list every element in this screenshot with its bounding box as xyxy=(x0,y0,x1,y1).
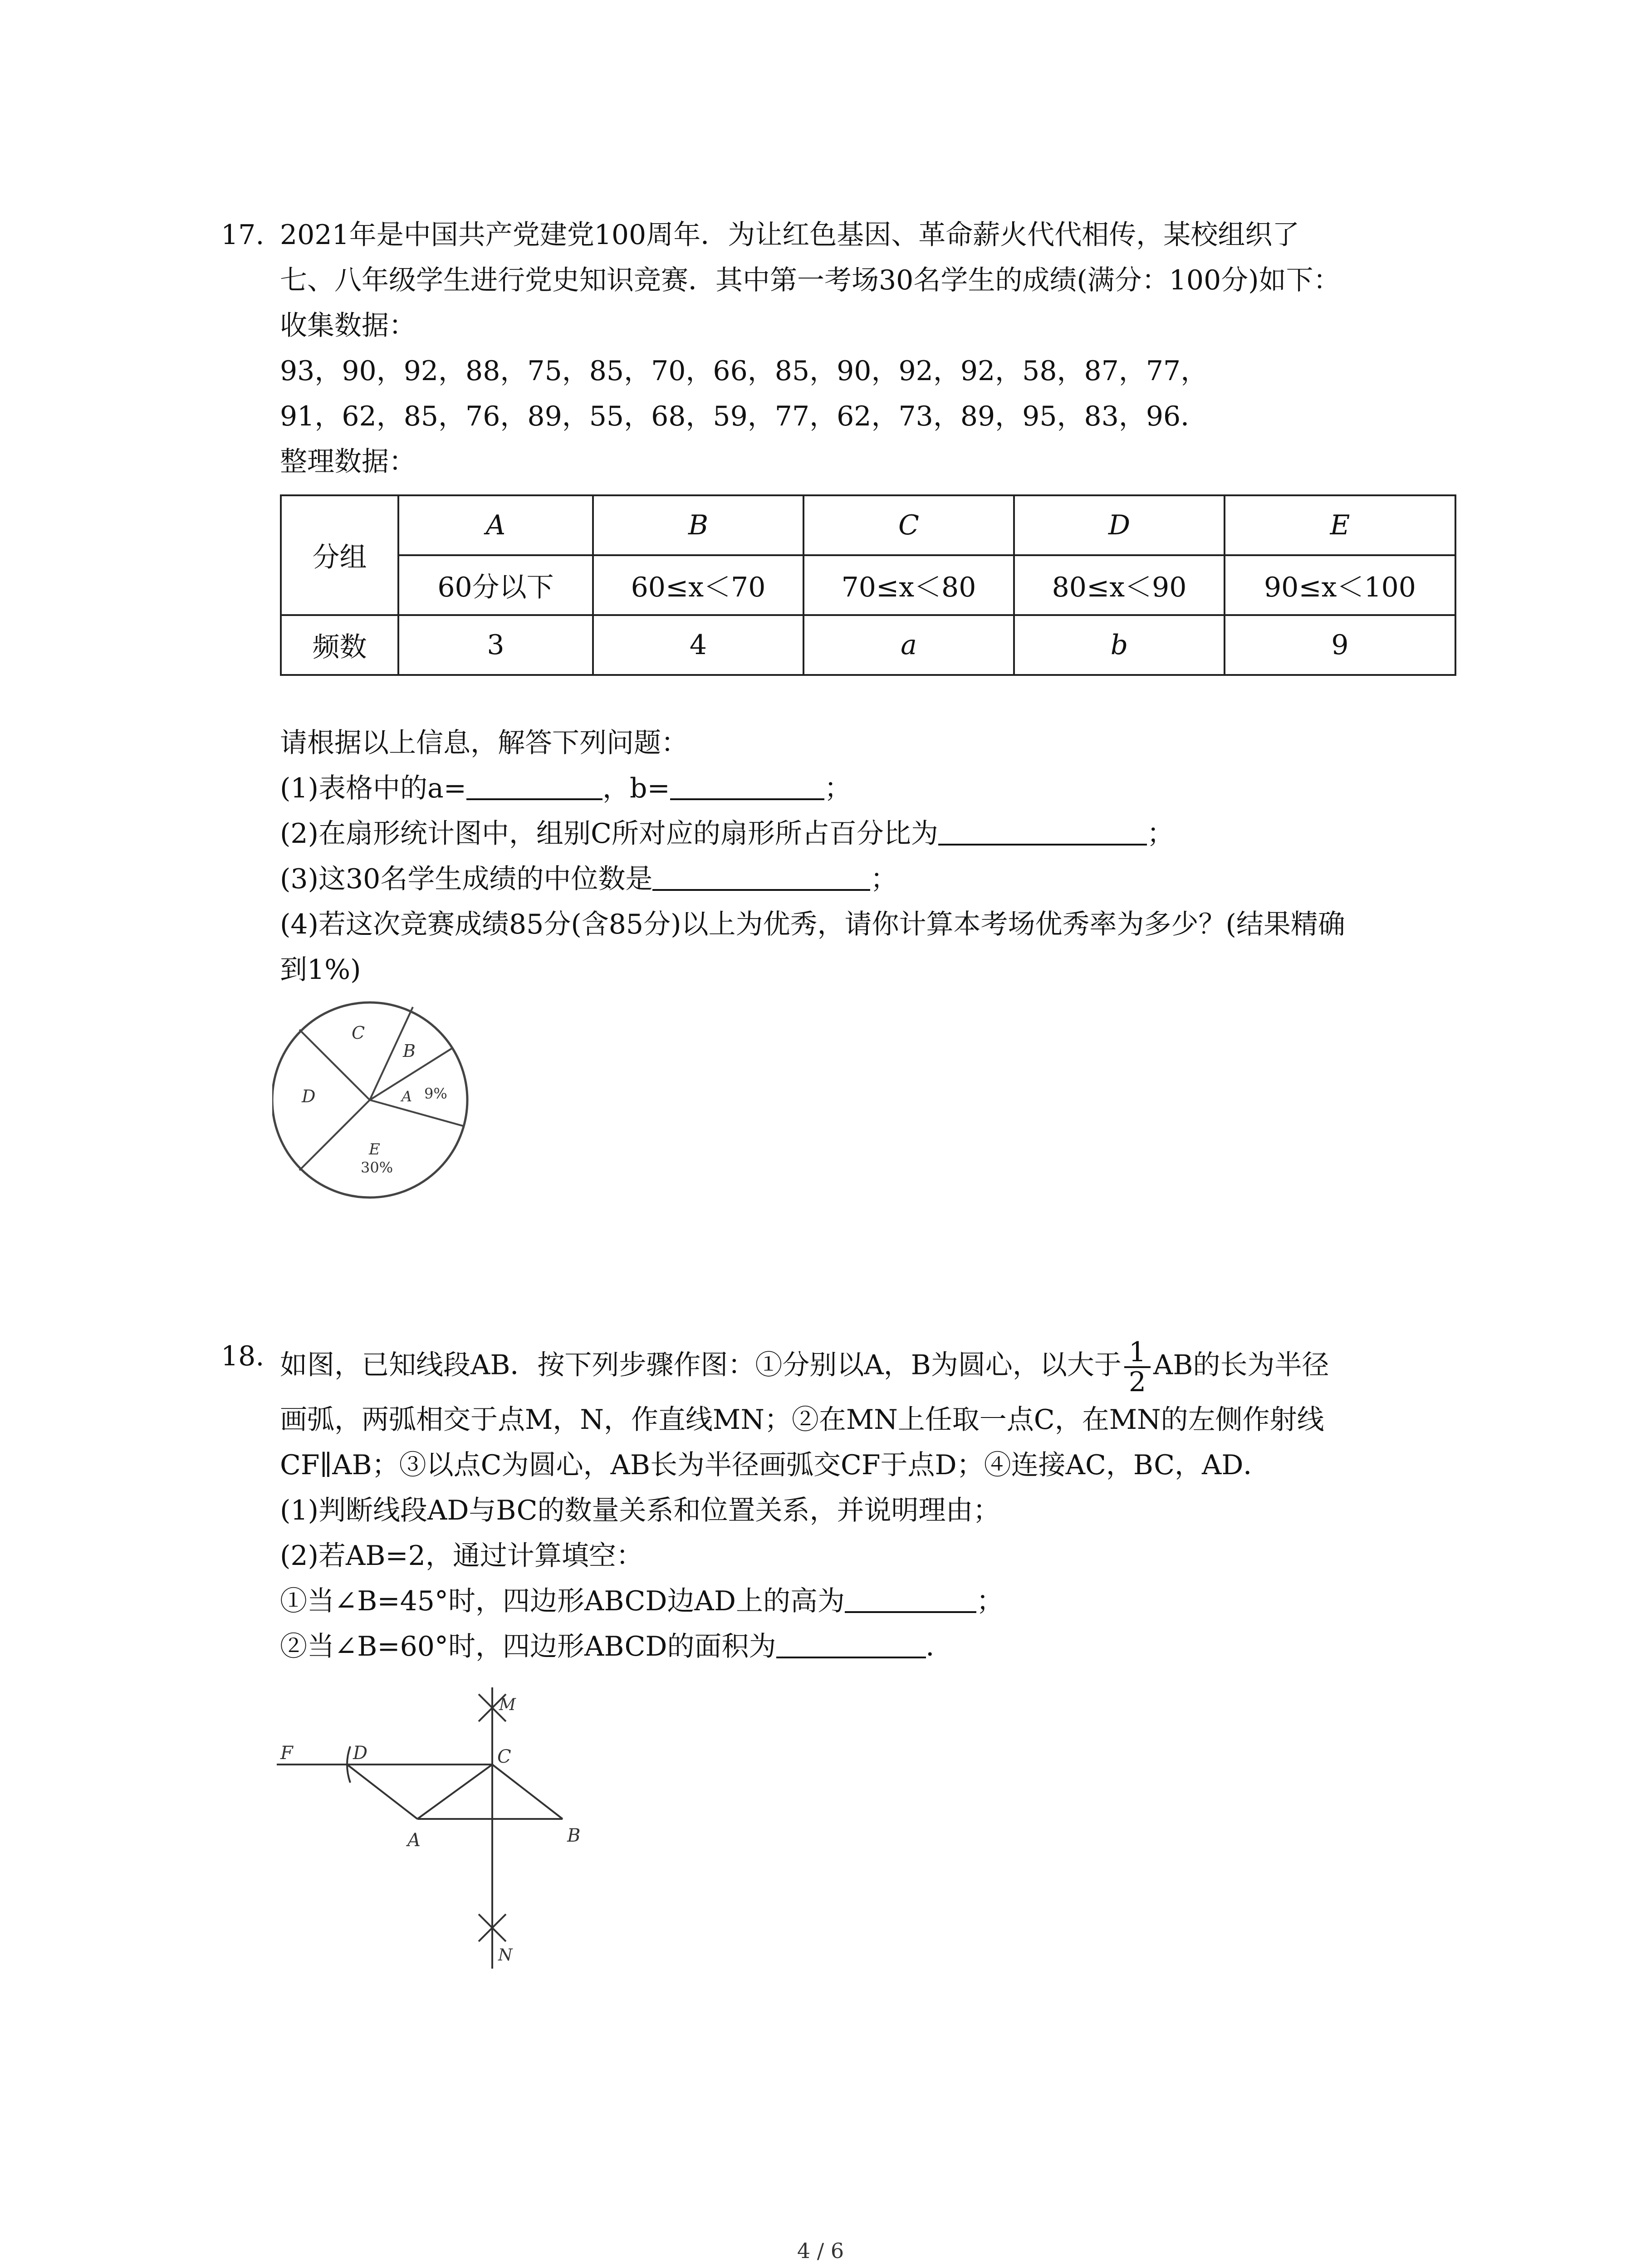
pie-label-c: C xyxy=(352,1023,365,1043)
table-range-d: 80≤x＜90 xyxy=(1014,555,1225,615)
table-group-a: A xyxy=(398,495,593,555)
q17-part3-end: ； xyxy=(870,863,898,895)
q17-line2: 七、八年级学生进行党史知识竞赛．其中第一考场30名学生的成绩(满分：100分)如下： xyxy=(280,264,1341,296)
table-range-e: 90≤x＜100 xyxy=(1225,555,1455,615)
label-d: D xyxy=(353,1743,368,1764)
q18-line6 xyxy=(280,1583,1004,1619)
q18-line7-text: ②当∠B=60°时，四边形ABCD的面积为 xyxy=(280,1631,776,1662)
q18-number: 18. xyxy=(221,1340,265,1372)
q17-line1: 2021年是中国共产党建党100周年．为让红色基因、革命薪火代代相传，某校组织了 xyxy=(280,219,1300,251)
pie-divider-ae xyxy=(370,1100,463,1126)
table-range-b: 60≤x＜70 xyxy=(593,555,803,615)
q17-part3 xyxy=(280,861,897,897)
q17-part1-end: ； xyxy=(824,772,852,804)
pie-chart-figure xyxy=(272,998,508,1207)
table-freq-c: a xyxy=(803,615,1014,675)
q17-part1-a-label: (1)表格中的a= xyxy=(280,772,467,804)
page-number: 4 / 6 xyxy=(797,2239,844,2263)
label-f: F xyxy=(280,1743,293,1764)
table-header-group: 分组 xyxy=(281,495,398,615)
q17-part2 xyxy=(280,816,1174,852)
answer-blank-area[interactable] xyxy=(776,1628,926,1658)
label-n: N xyxy=(498,1946,513,1965)
q18-line4: (1)判断线段AD与BC的数量关系和位置关系，并说明理由； xyxy=(280,1495,1000,1526)
answer-blank-b[interactable] xyxy=(670,770,824,800)
table-group-e: E xyxy=(1225,495,1455,555)
q18-line2: 画弧，两弧相交于点M，N，作直线MN；②在MN上任取一点C，在MN的左侧作射线 xyxy=(280,1404,1324,1436)
label-a: A xyxy=(407,1830,421,1851)
table-range-a: 60分以下 xyxy=(398,555,593,615)
q17-data-row1: 93，90，92，88，75，85，70，66，85，90，92，92，58，87，77， xyxy=(280,355,1208,387)
q18-line7-end: ． xyxy=(926,1631,953,1662)
table-header-frequency: 频数 xyxy=(281,615,398,675)
q17-organize-title: 整理数据： xyxy=(280,446,416,478)
q17-part3-text: (3)这30名学生成绩的中位数是 xyxy=(280,863,653,895)
segment-ac xyxy=(417,1765,492,1819)
table-freq-b: 4 xyxy=(593,615,803,675)
q18-line1-post: AB的长为半径 xyxy=(1153,1349,1329,1381)
pie-pct-e: 30% xyxy=(361,1159,393,1176)
label-c: C xyxy=(497,1746,511,1767)
pie-label-e: E xyxy=(369,1140,380,1158)
pie-label-a: A xyxy=(402,1088,412,1105)
table-freq-a: 3 xyxy=(398,615,593,675)
frequency-table xyxy=(280,494,1456,676)
pie-label-d: D xyxy=(302,1086,316,1106)
pie-pct-a: 9% xyxy=(424,1085,447,1102)
segment-ad xyxy=(347,1765,417,1819)
q17-part2-end: ； xyxy=(1146,818,1174,850)
q17-collect-title: 收集数据： xyxy=(280,310,416,342)
pie-label-b: B xyxy=(403,1041,416,1061)
q17-prompt: 请根据以上信息，解答下列问题： xyxy=(280,727,688,759)
table-freq-d: b xyxy=(1014,615,1225,675)
answer-blank-height[interactable] xyxy=(845,1583,976,1613)
q18-line1 xyxy=(280,1338,1329,1396)
q18-line3: CF∥AB；③以点C为圆心，AB长为半径画弧交CF于点D；④连接AC，BC，AD． xyxy=(280,1449,1271,1481)
q18-line5: (2)若AB=2，通过计算填空： xyxy=(280,1540,643,1572)
q18-line6-end: ； xyxy=(976,1585,1004,1617)
label-b: B xyxy=(567,1825,581,1846)
q17-part4-line2: 到1%) xyxy=(280,954,361,986)
answer-blank-median[interactable] xyxy=(652,861,870,891)
answer-blank-a[interactable] xyxy=(466,770,603,800)
construction-figure xyxy=(272,1678,617,1987)
table-freq-e: 9 xyxy=(1225,615,1455,675)
q17-part1-b-label: ，b= xyxy=(603,772,670,804)
q17-number: 17. xyxy=(221,219,265,251)
q17-part2-text: (2)在扇形统计图中，组别C所对应的扇形所占百分比为 xyxy=(280,818,938,850)
segment-bc xyxy=(492,1765,563,1819)
label-m: M xyxy=(499,1696,516,1714)
table-range-c: 70≤x＜80 xyxy=(803,555,1014,615)
q17-data-row2: 91，62，85，76，89，55，68，59，77，62，73，89，95，83，96． xyxy=(280,401,1208,432)
q17-part4-line1: (4)若这次竞赛成绩85分(含85分)以上为优秀，请你计算本考场优秀率为多少？(结果精确 xyxy=(280,909,1345,940)
q17-part1 xyxy=(280,770,852,807)
table-group-b: B xyxy=(593,495,803,555)
table-group-d: D xyxy=(1014,495,1225,555)
fraction-denominator: 2 xyxy=(1128,1366,1146,1398)
q18-line6-text: ①当∠B=45°时，四边形ABCD边AD上的高为 xyxy=(280,1585,845,1617)
q18-line1-pre: 如图，已知线段AB．按下列步骤作图：①分别以A，B为圆心，以大于 xyxy=(280,1349,1122,1381)
answer-blank-percent[interactable] xyxy=(938,816,1147,846)
table-group-c: C xyxy=(803,495,1014,555)
one-half-fraction xyxy=(1124,1338,1151,1396)
q18-line7 xyxy=(280,1628,953,1665)
fraction-numerator: 1 xyxy=(1124,1338,1151,1368)
pie-divider-ed xyxy=(299,1100,370,1170)
